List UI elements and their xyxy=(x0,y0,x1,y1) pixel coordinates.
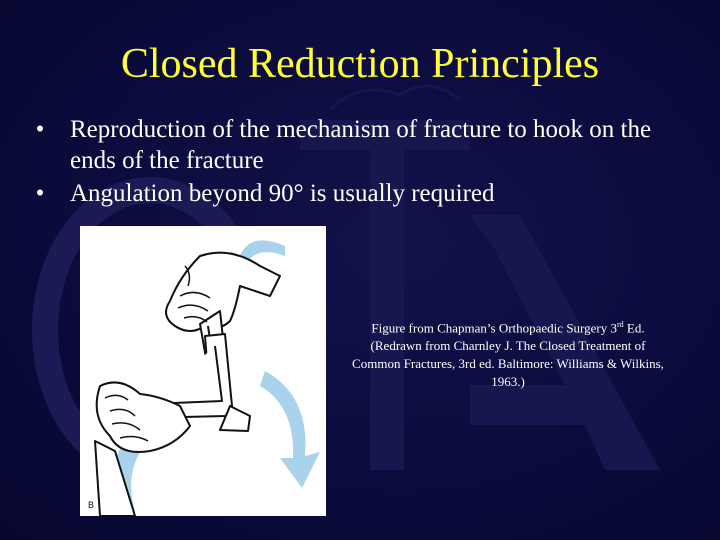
bullet-marker: • xyxy=(35,180,45,207)
slide-title: Closed Reduction Principles xyxy=(120,41,600,87)
caption-text-start: Figure from Chapman’s Orthopaedic Surgery 3 xyxy=(371,320,617,336)
caption-text-end: Ed. (Redrawn from Charnley J. The Closed Treatment of Common Fractures, 3rd ed. Baltimore: Williams & Wilkins, 1963.) xyxy=(352,320,664,390)
bullet-item xyxy=(30,114,680,176)
figure-caption xyxy=(348,316,668,391)
reduction-illustration xyxy=(80,226,326,516)
hands-reduction-drawing-icon xyxy=(80,226,326,516)
bullet-item xyxy=(30,178,680,209)
caption-superscript: rd xyxy=(617,320,624,329)
bullet-marker: • xyxy=(35,116,45,143)
bullet-text: Reproduction of the mechanism of fracture to hook on the ends of the fracture xyxy=(70,116,652,174)
panel-label: B xyxy=(88,500,95,510)
bullet-text: Angulation beyond 90° is usually required xyxy=(70,180,495,207)
bullet-list xyxy=(30,114,680,211)
